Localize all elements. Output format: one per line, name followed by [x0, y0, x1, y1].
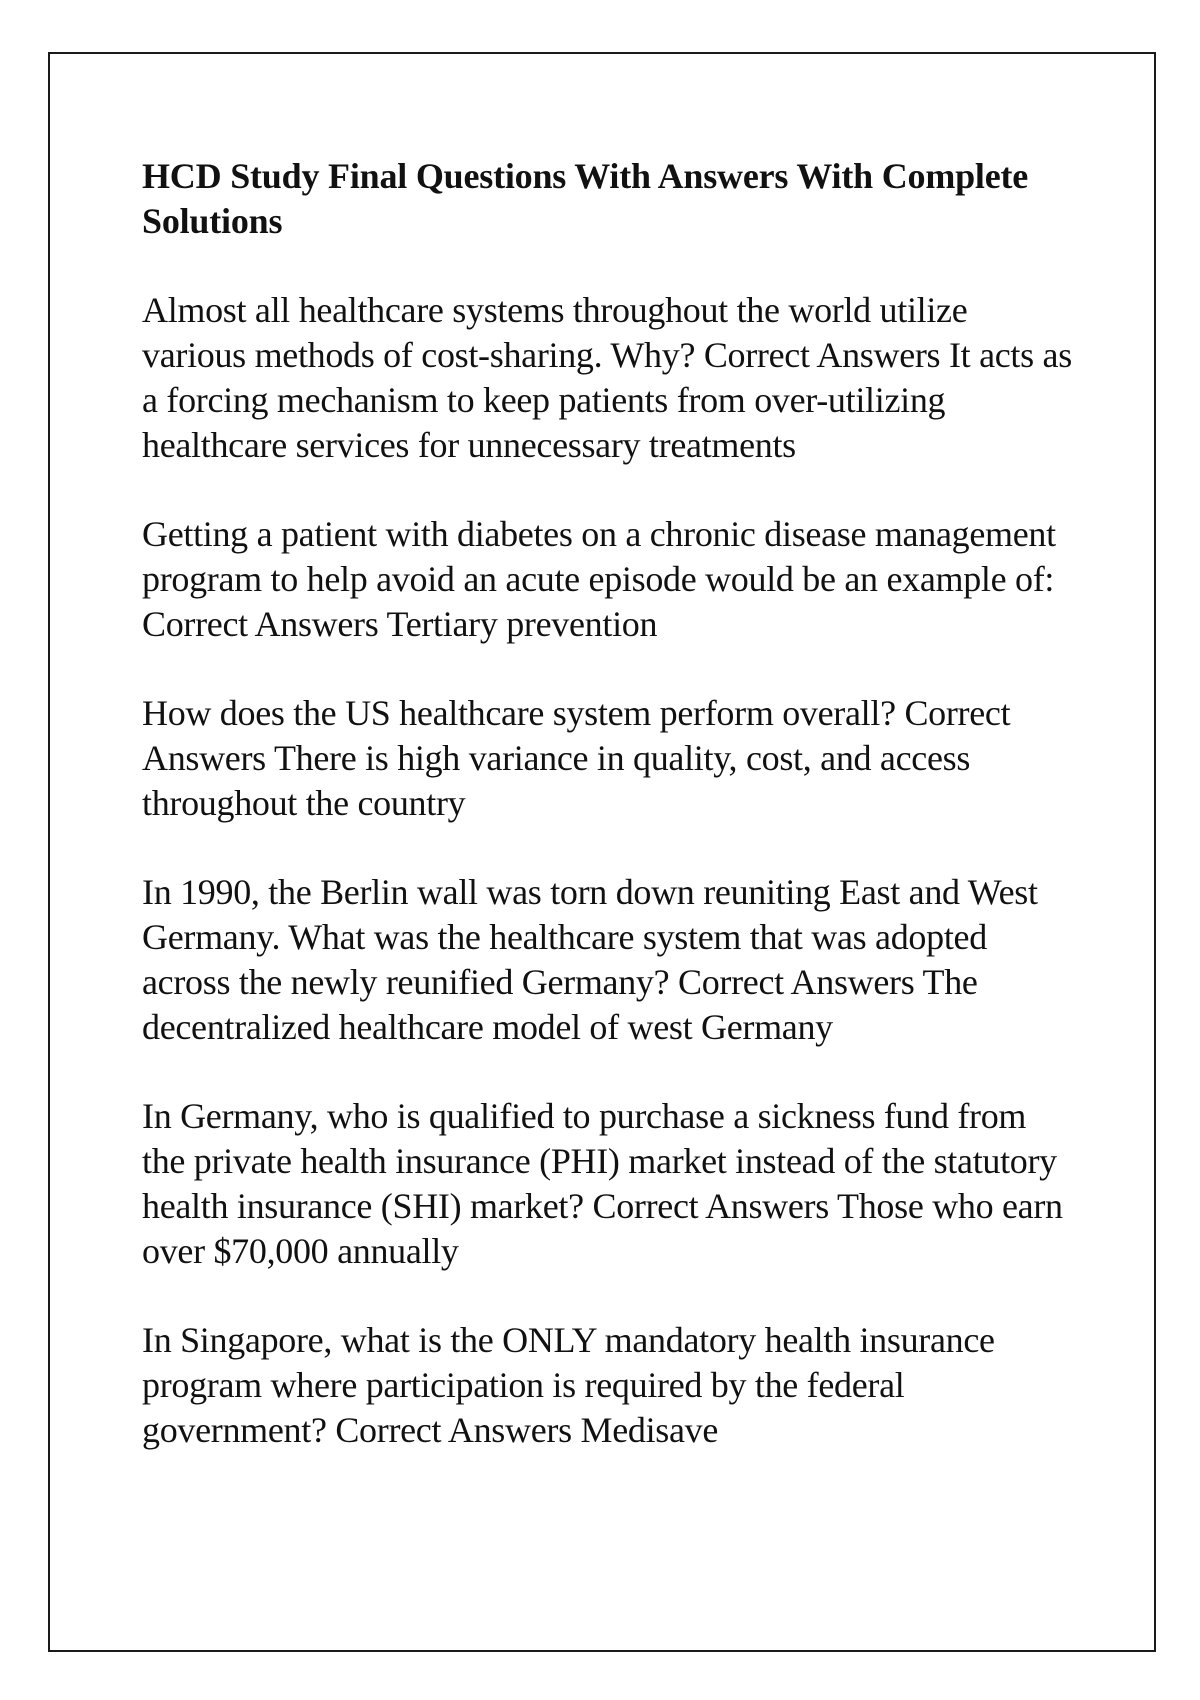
question-text: How does the US healthcare system perform overall?	[142, 693, 896, 733]
qa-item-1	[142, 288, 1081, 468]
answer-marker: Correct Answers	[142, 604, 379, 644]
answer-marker: Correct Answers	[678, 962, 915, 1002]
answer-text: Those who earn over $70,000 annually	[142, 1186, 1072, 1271]
document-title: HCD Study Final Questions With Answers With Complete Solutions	[142, 156, 1029, 241]
question-text: In Germany, who is qualified to purchase a sickness fund from the private health insurance (PHI) market instead of the statutory health insurance (SHI) market?	[142, 1096, 1066, 1226]
answer-marker: Correct Answers	[335, 1410, 572, 1450]
answer-marker: Correct Answers	[592, 1186, 829, 1226]
question-text: Almost all healthcare systems throughout the world utilize various methods of cost-sharing. Why?	[142, 290, 977, 375]
question-text: In 1990, the Berlin wall was torn down reuniting East and West Germany. What was the healthcare system that was adopted across the newly reunified Germany?	[142, 872, 1047, 1002]
answer-text: There is high variance in quality, cost, and access throughout the country	[142, 738, 979, 823]
answer-marker: Correct Answers	[703, 335, 941, 375]
qa-item-5	[142, 1094, 1072, 1274]
question-text: In Singapore, what is the ONLY mandatory health insurance program where participation is required by the federal government?	[142, 1320, 1004, 1450]
qa-item-3	[142, 691, 1072, 826]
question-text: Getting a patient with diabetes on a chronic disease management program to help avoid an acute episode would be an example of:	[142, 514, 1065, 599]
qa-item-4	[142, 870, 1072, 1050]
qa-item-6	[142, 1318, 1072, 1453]
answer-marker: Correct Answers	[142, 693, 1018, 778]
document-body	[142, 154, 1081, 1497]
answer-text: It acts as a forcing mechanism to keep patients from over-utilizing healthcare services for unnecessary treatments	[142, 335, 1081, 465]
answer-text: Medisave	[580, 1410, 719, 1450]
answer-text: Tertiary prevention	[386, 604, 658, 644]
qa-item-2	[142, 512, 1072, 647]
answer-text: The decentralized healthcare model of west Germany	[142, 962, 987, 1047]
